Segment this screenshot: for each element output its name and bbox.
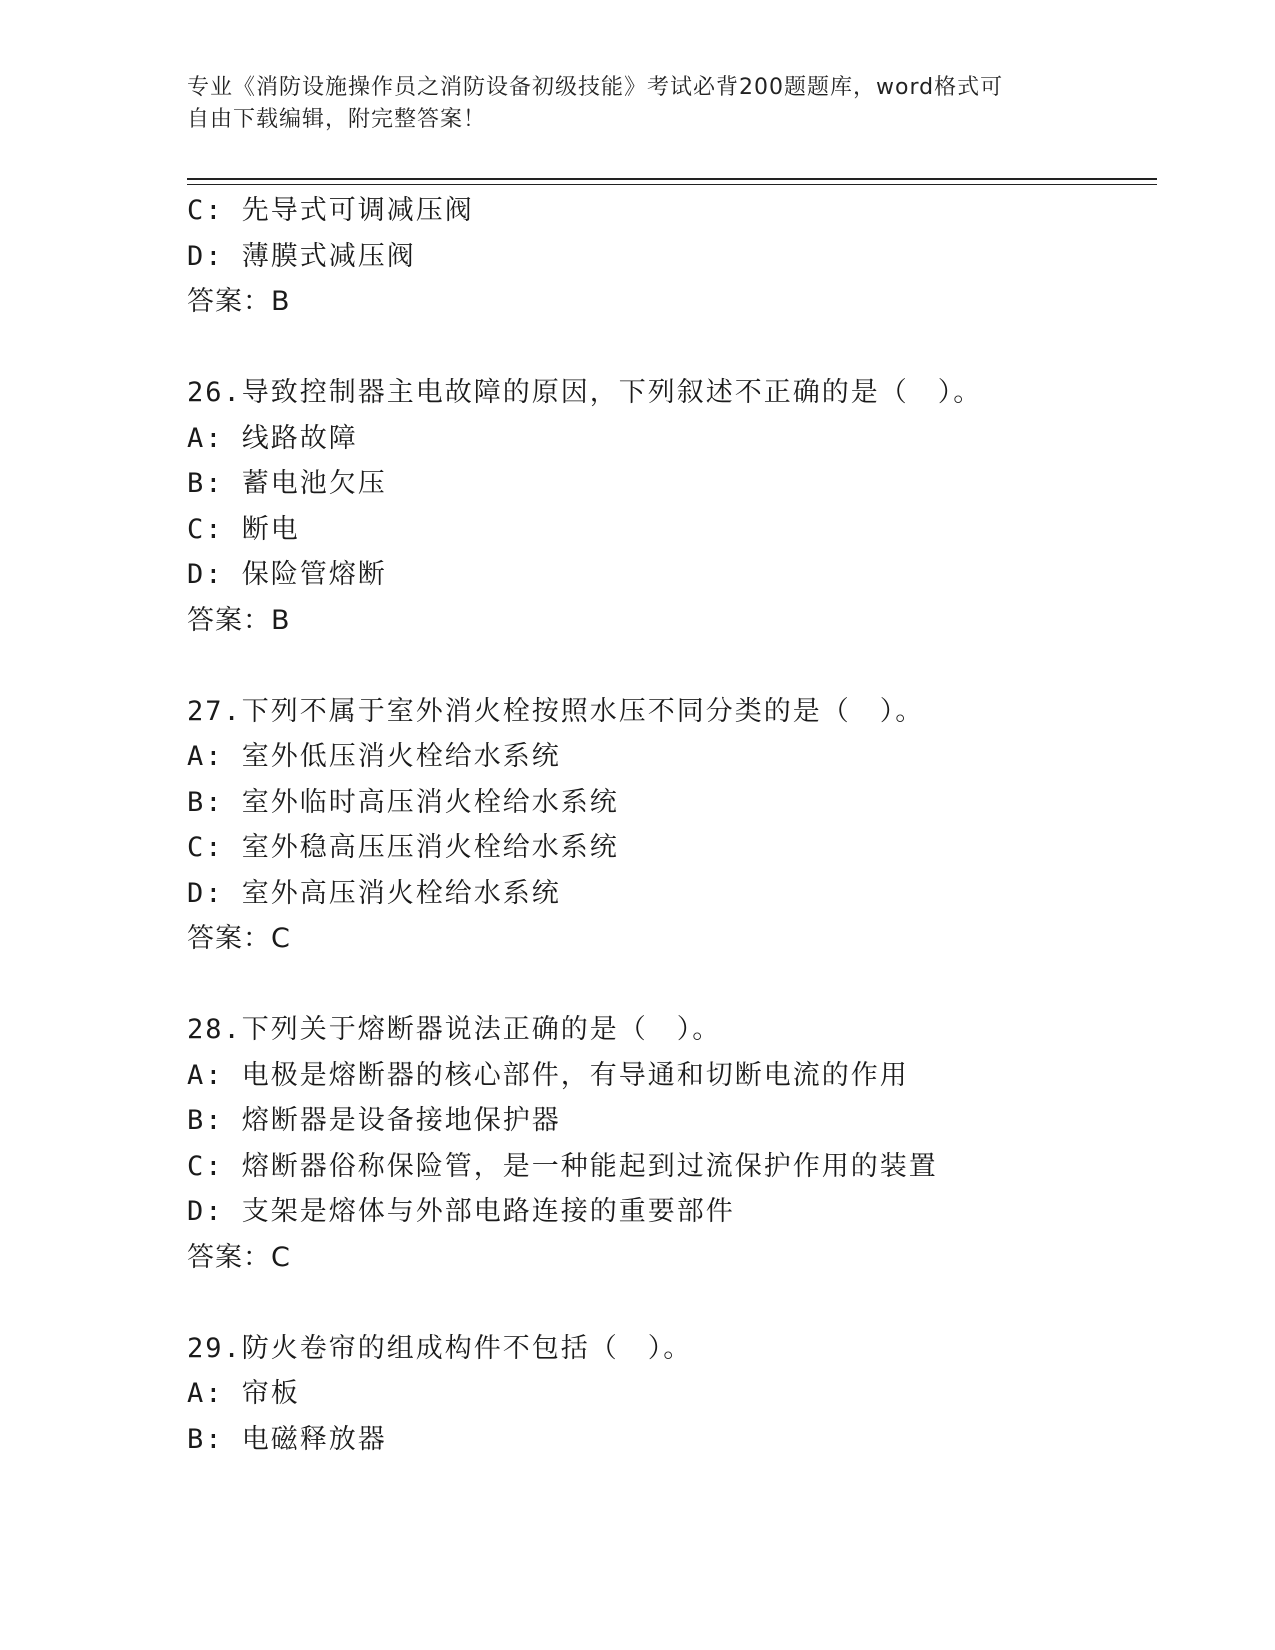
question-28: 28.下列关于熔断器说法正确的是（ ）。: [187, 1014, 722, 1045]
spacer: [187, 643, 1187, 689]
header-rule-thick: [187, 178, 1157, 180]
option-a: A: 室外低压消火栓给水系统: [187, 741, 561, 772]
answer-line: 答案：B: [187, 604, 291, 636]
document-header: [187, 72, 1067, 136]
option-b: B: 熔断器是设备接地保护器: [187, 1105, 561, 1136]
spacer: [187, 962, 1187, 1008]
option-c: C: 断电: [187, 513, 300, 545]
question-26: 26.导致控制器主电故障的原因，下列叙述不正确的是（ ）。: [187, 377, 983, 408]
header-line-2: 自由下载编辑，附完整答案！: [187, 107, 487, 132]
option-b: B: 蓄电池欠压: [187, 468, 387, 499]
question-list: [187, 188, 1187, 1462]
header-rule-thin: [187, 184, 1157, 185]
option-a: A: 帘板: [187, 1378, 300, 1409]
answer-line: 答案：C: [187, 1241, 291, 1273]
option-b: B: 电磁释放器: [187, 1423, 387, 1455]
spacer: [187, 1280, 1187, 1326]
header-line-1: 专业《消防设施操作员之消防设备初级技能》考试必背200题题库，word格式可: [187, 75, 1004, 100]
option-a: A: 线路故障: [187, 422, 358, 454]
answer-line: 答案：B: [187, 286, 291, 317]
option-b: B: 室外临时高压消火栓给水系统: [187, 786, 619, 818]
question-27: 27.下列不属于室外消火栓按照水压不同分类的是（ ）。: [187, 695, 925, 727]
option-c: C: 熔断器俗称保险管，是一种能起到过流保护作用的装置: [187, 1150, 938, 1182]
option-d: D: 室外高压消火栓给水系统: [187, 877, 561, 909]
option-a: A: 电极是熔断器的核心部件，有导通和切断电流的作用: [187, 1059, 909, 1091]
answer-line: 答案：C: [187, 923, 291, 954]
spacer: [187, 325, 1187, 371]
option-c: C: 先导式可调减压阀: [187, 195, 474, 226]
question-29: 29.防火卷帘的组成构件不包括（ ）。: [187, 1332, 693, 1364]
option-c: C: 室外稳高压压消火栓给水系统: [187, 832, 619, 863]
option-d: D: 支架是熔体与外部电路连接的重要部件: [187, 1196, 735, 1227]
option-d: D: 薄膜式减压阀: [187, 240, 416, 272]
option-d: D: 保险管熔断: [187, 559, 387, 590]
